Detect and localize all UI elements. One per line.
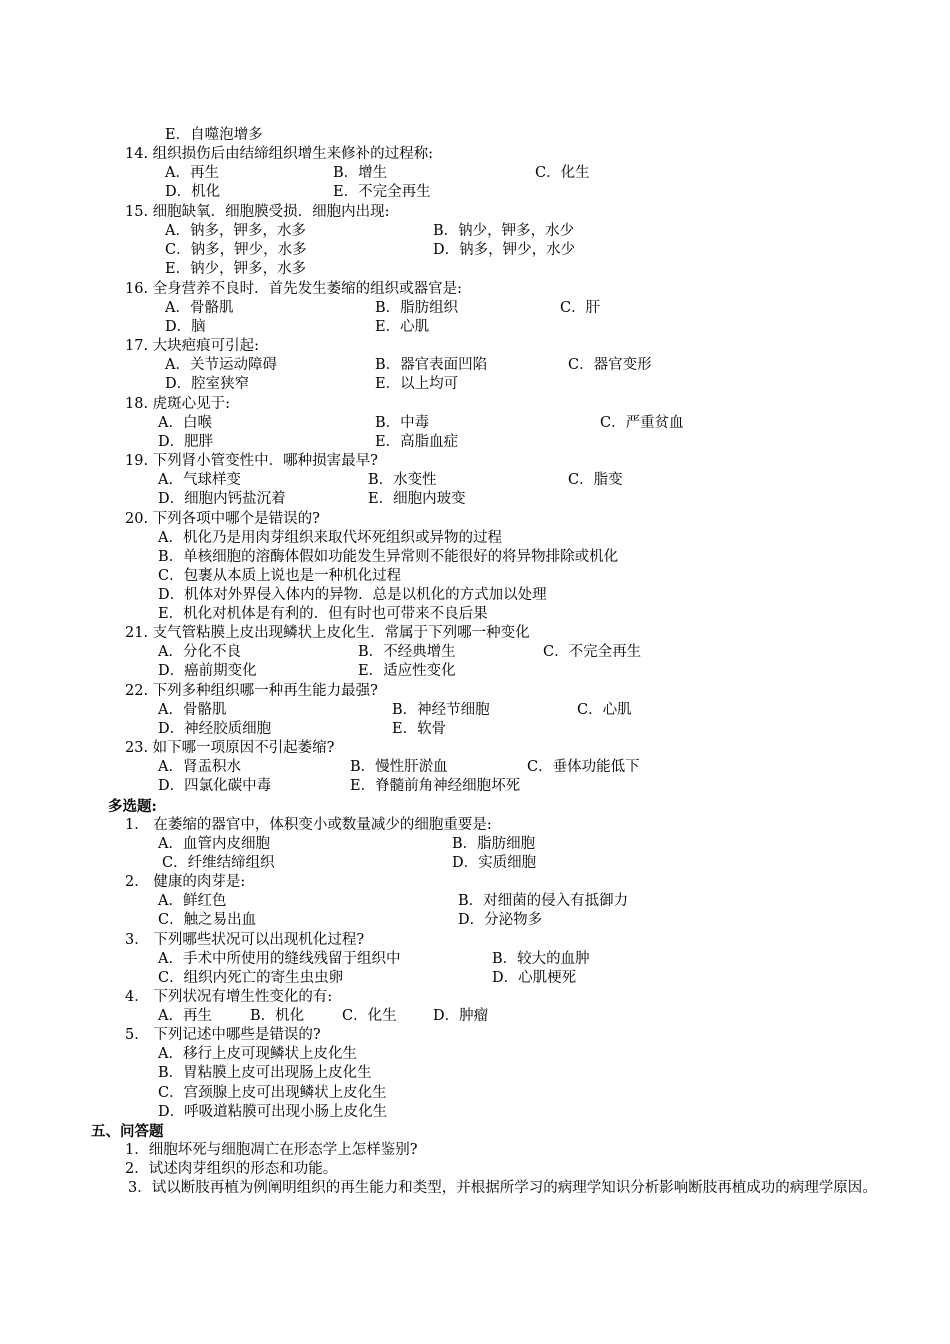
question-20: 20. 下列各项中哪个是错误的? (125, 511, 320, 527)
option: D．机体对外界侵入体内的异物．总是以机化的方式加以处理 (158, 587, 547, 603)
option: E．高脂血症 (375, 434, 459, 450)
option: A．分化不良 (158, 644, 241, 660)
question-18: 18. 虎斑心见于: (125, 396, 231, 412)
multi-question-5: 5． 下列记述中哪些是错误的? (125, 1027, 321, 1043)
option: B．水变性 (368, 472, 437, 488)
question-14: 14. 组织损伤后由结缔组织增生来修补的过程称: (125, 146, 434, 162)
option: E．心肌 (375, 319, 430, 335)
option: B．单核细胞的溶酶体假如功能发生异常则不能很好的将异物排除或机化 (158, 549, 619, 565)
option: A．关节运动障碍 (165, 357, 277, 373)
multi-question-4: 4． 下列状况有增生性变化的有: (125, 989, 333, 1005)
option: E．适应性变化 (358, 663, 456, 679)
option: D．分泌物多 (458, 912, 543, 928)
option: B．中毒 (375, 415, 430, 431)
option: C．纤维结缔组织 (162, 855, 275, 871)
option: C．垂体功能低下 (527, 759, 640, 775)
option: C．心肌 (577, 702, 632, 718)
section-title-multi: 多选题: (108, 798, 157, 815)
option: A．手术中所使用的缝线残留于组织中 (158, 951, 401, 967)
option: C．组织内死亡的寄生虫虫卵 (158, 970, 344, 986)
option: D．腔室狭窄 (165, 376, 250, 392)
option: B．慢性肝淤血 (350, 759, 448, 775)
option: C．脂变 (568, 472, 623, 488)
question-21: 21. 支气管粘膜上皮出现鳞状上皮化生．常属于下列哪一种变化 (125, 625, 530, 641)
option: E．细胞内玻变 (368, 491, 466, 507)
multi-question-3: 3． 下列哪些状况可以出现机化过程? (125, 932, 365, 948)
question-19: 19. 下列肾小管变性中．哪种损害最早? (125, 453, 378, 469)
option: A．再生 (165, 165, 219, 181)
option: B．胃粘膜上皮可出现肠上皮化生 (158, 1065, 372, 1081)
option: B．神经节细胞 (392, 702, 490, 718)
option: C．严重贫血 (600, 415, 684, 431)
option: B．机化 (250, 1008, 305, 1024)
question-15: 15. 细胞缺氧．细胞膜受损．细胞内出现: (125, 204, 390, 220)
option: D．肥胖 (158, 434, 214, 450)
option: B．增生 (333, 165, 388, 181)
option: E．不完全再生 (333, 184, 431, 200)
essay-question-3: 3．试以断肢再植为例阐明组织的再生能力和类型，并根据所学习的病理学知识分析影响断肢再植成功的病理学原因。 (128, 1180, 877, 1196)
option: B．对细菌的侵入有抵御力 (458, 893, 629, 909)
option: A．血管内皮细胞 (158, 836, 270, 852)
option: B．钠少，钾多，水少 (433, 223, 575, 239)
option: C．化生 (342, 1008, 397, 1024)
multi-question-1: 1． 在萎缩的器官中，体积变小或数量减少的细胞重要是: (125, 817, 492, 833)
option: D．心肌梗死 (492, 970, 577, 986)
essay-question-1: 1．细胞坏死与细胞凋亡在形态学上怎样鉴别? (125, 1142, 418, 1158)
option: A．骨骼肌 (158, 702, 227, 718)
option: D．实质细胞 (452, 855, 537, 871)
option: A．再生 (158, 1008, 212, 1024)
option: E．钠少，钾多，水多 (165, 261, 307, 277)
option: A．骨骼肌 (165, 300, 234, 316)
option: A．气球样变 (158, 472, 241, 488)
option: E．机化对机体是有利的．但有时也可带来不良后果 (158, 606, 488, 622)
option-e: E．自噬泡增多 (165, 127, 263, 143)
option: C．包裹从本质上说也是一种机化过程 (158, 568, 402, 584)
option: D．细胞内钙盐沉着 (158, 491, 286, 507)
option: A．钠多，钾多，水多 (165, 223, 306, 239)
option: B．器官表面凹陷 (375, 357, 488, 373)
option: D．钠多，钾少，水少 (433, 242, 576, 258)
option: D．机化 (165, 184, 221, 200)
option: E．软骨 (392, 721, 447, 737)
multi-question-2: 2． 健康的肉芽是: (125, 874, 246, 890)
section-title-essay: 五、问答题 (91, 1123, 164, 1140)
option: D．四氯化碳中毒 (158, 778, 272, 794)
question-23: 23. 如下哪一项原因不引起萎缩? (125, 740, 335, 756)
option: B．较大的血肿 (492, 951, 590, 967)
option: A．移行上皮可现鳞状上皮化生 (158, 1046, 357, 1062)
option: D．脑 (165, 319, 206, 335)
option: E．以上均可 (375, 376, 459, 392)
option: A．机化乃是用肉芽组织来取代坏死组织或异物的过程 (158, 530, 502, 546)
option: E．脊髓前角神经细胞坏死 (350, 778, 521, 794)
option: A．肾盂积水 (158, 759, 241, 775)
question-16: 16. 全身营养不良时．首先发生萎缩的组织或器官是: (125, 281, 463, 297)
option: D．神经胶质细胞 (158, 721, 272, 737)
option: C．触之易出血 (158, 912, 257, 928)
question-22: 22. 下列多种组织哪一种再生能力最强? (125, 683, 378, 699)
option: C．器官变形 (568, 357, 652, 373)
question-17: 17. 大块疤痕可引起: (125, 338, 260, 354)
option: C．不完全再生 (543, 644, 642, 660)
option: C．化生 (535, 165, 590, 181)
option: D．癌前期变化 (158, 663, 257, 679)
option: D．呼吸道粘膜可出现小肠上皮化生 (158, 1104, 388, 1120)
option: A．白喉 (158, 415, 212, 431)
option: B．不经典增生 (358, 644, 456, 660)
essay-question-2: 2．试述肉芽组织的形态和功能。 (125, 1161, 338, 1177)
option: B．脂肪细胞 (452, 836, 536, 852)
option: A．鲜红色 (158, 893, 227, 909)
option: B．脂肪组织 (375, 300, 459, 316)
option: C．肝 (560, 300, 601, 316)
option: C．宫颈腺上皮可出现鳞状上皮化生 (158, 1085, 387, 1101)
option: C．钠多，钾少，水多 (165, 242, 307, 258)
option: D．肿瘤 (433, 1008, 489, 1024)
